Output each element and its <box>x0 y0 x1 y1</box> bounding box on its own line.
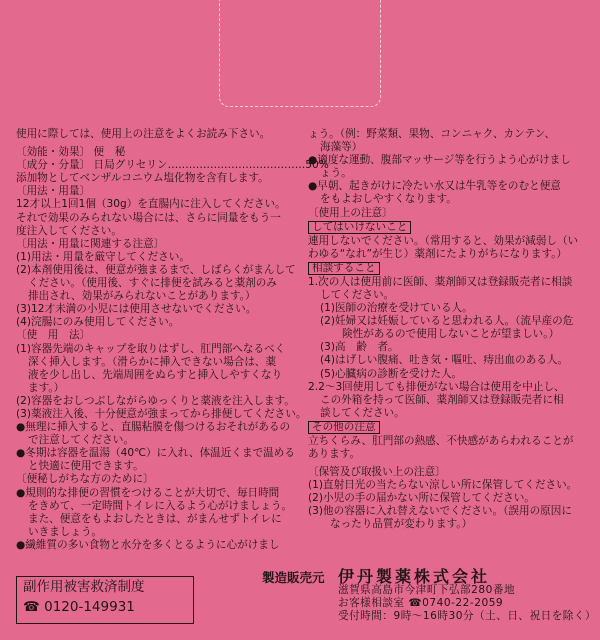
dosage-line: それで効果のみられない場合には、さらに同量をもう一 <box>16 211 281 224</box>
dosage-line: 12才以上1回1個（30g）を直腸内に注入してください。 <box>16 198 286 211</box>
consult-text: 談してください。 <box>320 406 405 419</box>
reception-hours: 受付時間：9時～16時30分（土、日、祝日を除く） <box>338 610 597 622</box>
dosage-note: (3)12才未満の小児には使用させないでください。 <box>16 303 257 316</box>
storage-heading: 〔保管及び取扱い上の注意〕 <box>308 466 446 479</box>
usage-step: ます。） <box>28 381 65 394</box>
other-notes-text: 立ちくらみ、肛門部の熱感、不快感があらわれることが <box>308 434 574 447</box>
constipation-tip: ●規則的な排便の習慣をつけることが大切で、毎日時間 <box>16 486 280 499</box>
do-not-text: 連用しないでください。（常用すると、効果が減弱し（い <box>308 234 579 247</box>
dosage-note: (2)本剤使用後は、便意が強まるまで、しばらくがまんして <box>16 263 296 276</box>
do-not-heading: してはいけないこと <box>308 221 411 234</box>
left-column <box>16 128 329 552</box>
usage-heading: 〔使 用 法〕 <box>16 329 91 342</box>
dosage-line: 度注入してください。 <box>16 224 122 237</box>
manufacturer-address: 滋賀県高島市今津町下弘部280番地 <box>338 584 516 596</box>
usage-step: 深く挿入します。（滑らかに挿入できない場合は、薬 <box>28 355 277 368</box>
constipation-tip: また、便意をもよおしたときは、がまんせずトイレに <box>28 512 282 525</box>
constipation-tip: ●繊維質の多い食物と水分を多くとるように心がけまし <box>16 538 280 551</box>
manufacturer-details <box>338 584 596 623</box>
constipation-tip: をもよおしやすくなります。 <box>320 193 457 206</box>
dosage-heading: 〔用法・用量〕 <box>16 185 91 198</box>
consult-item: (4)はげしい腹痛、吐き気・嘔吐、痔出血のある人。 <box>320 354 569 367</box>
constipation-tip: ょう。（例：野菜類、果物、コンニャク、カンテン、 <box>308 128 556 140</box>
usage-caution: で注意してください。 <box>28 434 134 447</box>
usage-step: (2)容器をおしつぶしながらゆっくりと薬液を注入します。 <box>16 394 295 407</box>
usage-step: (3)薬液注入後、十分便意が強まってから排便してください。 <box>16 407 307 420</box>
dosage-note: 排出され、効果がみられないことがあります。） <box>28 290 256 303</box>
customer-consultation: お客様相談室 ☎0740-22-2059 <box>338 597 504 609</box>
right-column <box>308 128 592 532</box>
manufacturer-name: 伊丹製薬株式会社 <box>338 567 491 586</box>
constipation-tip: をきめて、一定時間トイレに入るよう心がけましょう。 <box>28 499 293 512</box>
precautions-heading: 〔使用上の注意〕 <box>308 206 393 219</box>
box-flap-outline <box>219 0 381 107</box>
relief-system-phone: ☎ 0120-149931 <box>23 599 135 615</box>
constipation-tip: いきましょう。 <box>28 525 103 538</box>
other-notes-heading: その他の注意 <box>308 421 380 434</box>
constipation-tip: 海藻等） <box>320 141 363 154</box>
dosage-notes-heading: 〔用法・用量に関連する注意〕 <box>16 237 165 250</box>
relief-system-box <box>16 576 194 624</box>
dosage-note: (1)用法・用量を厳守してください。 <box>16 250 190 263</box>
consult-item: (1)医師の治療を受けている人。 <box>320 302 473 315</box>
consult-item: (2)妊婦又は妊娠していると思われる人。（流早産の危 <box>320 315 574 328</box>
usage-caution: と快適に使用できます。 <box>28 460 144 473</box>
consult-heading: 相談すること <box>308 262 380 275</box>
consult-text: してください。 <box>320 288 395 301</box>
constipation-tip: ●早朝、起きがけに冷たい水又は牛乳等をのむと便意 <box>308 180 561 193</box>
manufacturer-label: 製造販売元 <box>262 570 325 585</box>
indications: 〔効能・効果〕 便 秘 <box>16 146 126 159</box>
usage-caution: ●冬期は容器を温湯（40℃）に入れ、体温近くまで温める <box>16 447 295 460</box>
storage-item: (3)他の容器に入れ替えないでください。（誤用の原因に <box>308 505 572 518</box>
consult-item: (5)心臓病の診断を受けた人。 <box>320 367 463 380</box>
additives: 添加物としてベンザルコニウム塩化物を含有します。 <box>16 172 269 185</box>
constipation-tip: ●適度な運動、腹部マッサージ等を行うよう心がけまし <box>308 154 571 167</box>
dosage-note: ください。（使用後、すぐに排便を試みると薬剤のみ <box>28 277 277 290</box>
usage-step: (1)容器先端のキャップを取りはずし、肛門部へなるべく <box>16 342 286 355</box>
storage-item: (1)直射日光の当たらない涼しい所に保管してください。 <box>308 479 578 492</box>
do-not-text: わゆる“なれ”が生じ）薬剤にたよりがちになります。） <box>308 247 568 260</box>
consult-item: (3)高 齢 者。 <box>320 341 399 354</box>
ingredients: 〔成分・分量〕 日局グリセリン…………………………………50% <box>16 159 329 172</box>
intro-line: 使用に際しては、使用上の注意をよくお読み下さい。 <box>16 128 271 140</box>
storage-item: (2)小児の手の届かない所に保管してください。 <box>308 492 535 505</box>
relief-system-title: 副作用被害救済制度 <box>23 579 145 595</box>
usage-step: 液を少し出し、先端周囲をぬらすと挿入しやすくなり <box>28 368 283 381</box>
consult-text: 1.次の人は使用前に医師、薬剤師又は登録販売者に相談 <box>308 275 573 288</box>
storage-item: なったり品質が変わります。） <box>330 518 473 531</box>
dosage-note: (4)浣腸にのみ使用してください。 <box>16 316 180 329</box>
constipation-heading: 〔便秘しがちな方のために〕 <box>16 473 154 486</box>
consult-text: 2.2～3回使用しても排便がない場合は使用を中止し、 <box>308 380 565 393</box>
consult-item: 険性があるので使用しないことが望ましい。） <box>342 328 560 341</box>
constipation-tip: ょう。 <box>320 167 352 180</box>
usage-caution: ●無理に挿入すると、直腸粘膜を傷つけるおそれがあるの <box>16 421 291 434</box>
consult-text: この外箱を持って医師、薬剤師又は登録販売者に相 <box>320 393 564 406</box>
other-notes-text: あります。 <box>308 447 361 460</box>
